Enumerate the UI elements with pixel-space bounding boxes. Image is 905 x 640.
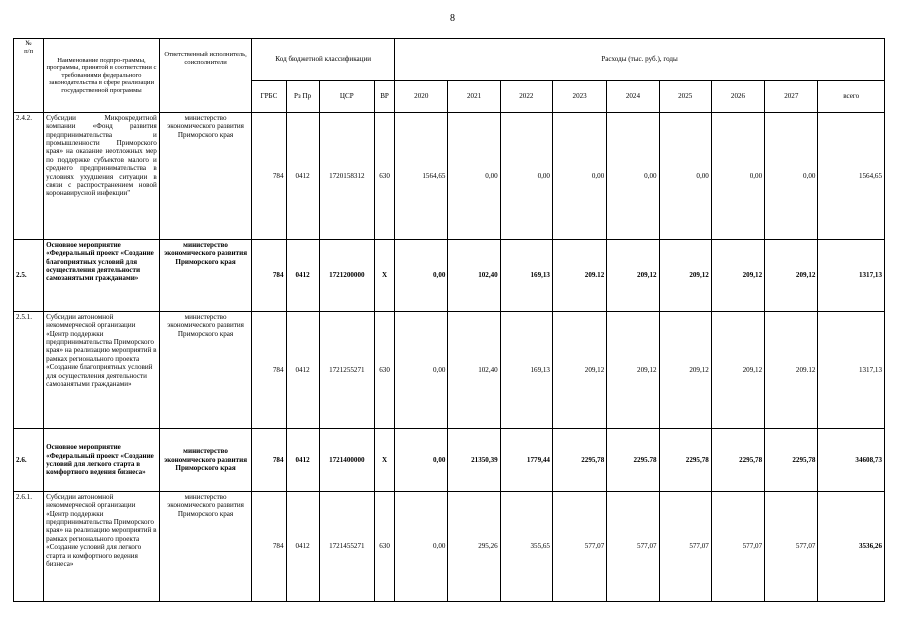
table-row: [14, 492, 885, 602]
cell-value: 209,12: [659, 312, 711, 429]
cell-value: 0,00: [711, 113, 764, 240]
header-number: № п/п: [14, 39, 44, 113]
row-responsible: министерство экономического развития Приморского края: [159, 312, 252, 429]
cell-value: 1779,44: [500, 429, 552, 492]
header-year: 2022: [500, 81, 552, 113]
row-name: Субсидии автономной некоммерческой организации «Центр поддержки предпринимательства Приморского края» на реализацию мероприятий в рамках регионального проекта «Создание условий для легкого старта и комфортного ведения бизнеса»: [44, 492, 160, 602]
table-row: [14, 312, 885, 429]
cell-vr: Х: [374, 240, 394, 312]
header-code-rzpr: Рз Пр: [286, 81, 319, 113]
cell-value: 577,07: [607, 492, 659, 602]
cell-csr: 1720158312: [319, 113, 374, 240]
header-year: 2026: [711, 81, 764, 113]
cell-grbs: 784: [252, 240, 286, 312]
row-number: 2.5.: [14, 240, 44, 312]
cell-value: 0,00: [395, 492, 448, 602]
cell-rzpr: 0412: [286, 429, 319, 492]
header-code-grbs: ГРБС: [252, 81, 286, 113]
cell-total: 1317,13: [818, 312, 885, 429]
header-year: 2021: [448, 81, 500, 113]
cell-value: 209,12: [607, 312, 659, 429]
cell-csr: 1721255271: [319, 312, 374, 429]
row-name: Основное мероприятие «Федеральный проект «Создание благоприятных условий для осуществления деятельности самозанятыми гражданами»: [44, 240, 160, 312]
row-responsible: министерство экономического развития Приморского края: [159, 113, 252, 240]
row-name: Субсидии Микрокредитной компании «Фонд развития предпринимательства и промышленности Приморского края» на оказание неотложных мер по поддержке субъектов малого и среднего предпринимательства в условиях ухудшения ситуации в связи с распространением новой коронавирусной инфекции": [44, 113, 160, 240]
cell-value: 169,13: [500, 312, 552, 429]
cell-total: 34608,73: [818, 429, 885, 492]
cell-value: 577,07: [711, 492, 764, 602]
cell-value: 102,40: [448, 240, 500, 312]
cell-rzpr: 0412: [286, 312, 319, 429]
cell-vr: Х: [374, 429, 394, 492]
row-number: 2.4.2.: [14, 113, 44, 240]
row-responsible: министерство экономического развития Приморского края: [159, 240, 252, 312]
table-row: [14, 240, 885, 312]
cell-value: 209,12: [659, 240, 711, 312]
cell-rzpr: 0412: [286, 113, 319, 240]
cell-value: 102,40: [448, 312, 500, 429]
table-row: [14, 429, 885, 492]
header-year: 2025: [659, 81, 711, 113]
cell-value: 209,12: [711, 240, 764, 312]
cell-grbs: 784: [252, 312, 286, 429]
cell-rzpr: 0412: [286, 240, 319, 312]
cell-value: 0,00: [552, 113, 606, 240]
cell-value: 209.12: [552, 240, 606, 312]
cell-csr: 1721400000: [319, 429, 374, 492]
cell-value: 577,07: [659, 492, 711, 602]
page-number: 8: [450, 13, 455, 24]
header-year: 2020: [395, 81, 448, 113]
budget-table: [13, 38, 885, 602]
cell-value: 577,07: [765, 492, 818, 602]
table-row: [14, 113, 885, 240]
cell-vr: 630: [374, 113, 394, 240]
cell-value: 0,00: [765, 113, 818, 240]
header-name: Наименование подпро-граммы, программы, принятой в соответствии с требованиями федерального законодательства в сфере реализации государственной программы: [44, 39, 160, 113]
header-year: 2023: [552, 81, 606, 113]
cell-value: 2295,78: [552, 429, 606, 492]
row-number: 2.6.1.: [14, 492, 44, 602]
cell-value: 295,26: [448, 492, 500, 602]
cell-vr: 630: [374, 312, 394, 429]
cell-value: 0,00: [395, 429, 448, 492]
cell-value: 209,12: [711, 312, 764, 429]
cell-csr: 1721200000: [319, 240, 374, 312]
cell-value: 209,12: [552, 312, 606, 429]
cell-value: 0,00: [448, 113, 500, 240]
cell-rzpr: 0412: [286, 492, 319, 602]
row-responsible: министерство экономического развития Приморского края: [159, 429, 252, 492]
cell-value: 0,00: [659, 113, 711, 240]
cell-vr: 630: [374, 492, 394, 602]
row-responsible: министерство экономического развития Приморского края: [159, 492, 252, 602]
header-year: 2024: [607, 81, 659, 113]
cell-value: 209,12: [765, 240, 818, 312]
row-name: Субсидии автономной некоммерческой организации «Центр поддержки предпринимательства Приморского края» на реализацию мероприятий в рамках регионального проекта «Создание благоприятных условий для осуществления деятельности самозанятыми гражданами»: [44, 312, 160, 429]
cell-value: 0,00: [395, 312, 448, 429]
cell-value: 209,12: [607, 240, 659, 312]
cell-value: 2295,78: [659, 429, 711, 492]
cell-value: 209.12: [765, 312, 818, 429]
cell-value: 0,00: [395, 240, 448, 312]
header-year: 2027: [765, 81, 818, 113]
header-code-vr: ВР: [374, 81, 394, 113]
cell-grbs: 784: [252, 113, 286, 240]
header-responsible: Ответственный исполнитель, соисполнители: [159, 39, 252, 113]
cell-value: 21350,39: [448, 429, 500, 492]
cell-total: 3536,26: [818, 492, 885, 602]
cell-value: 0,00: [500, 113, 552, 240]
row-number: 2.6.: [14, 429, 44, 492]
cell-total: 1317,13: [818, 240, 885, 312]
row-name: Основное мероприятие «Федеральный проект «Создание условий для легкого старта в комфортного ведения бизнеса»: [44, 429, 160, 492]
cell-grbs: 784: [252, 429, 286, 492]
cell-value: 577,07: [552, 492, 606, 602]
header-budget-code: Код бюджетной классификации: [252, 39, 395, 81]
cell-value: 2295,78: [711, 429, 764, 492]
cell-value: 0,00: [607, 113, 659, 240]
cell-csr: 1721455271: [319, 492, 374, 602]
header-total: всего: [818, 81, 885, 113]
cell-value: 2295.78: [607, 429, 659, 492]
cell-grbs: 784: [252, 492, 286, 602]
header-expenses: Расходы (тыс. руб.), годы: [395, 39, 885, 81]
cell-value: 1564,65: [395, 113, 448, 240]
cell-value: 355,65: [500, 492, 552, 602]
cell-total: 1564,65: [818, 113, 885, 240]
header-code-csr: ЦСР: [319, 81, 374, 113]
cell-value: 169,13: [500, 240, 552, 312]
row-number: 2.5.1.: [14, 312, 44, 429]
cell-value: 2295,78: [765, 429, 818, 492]
